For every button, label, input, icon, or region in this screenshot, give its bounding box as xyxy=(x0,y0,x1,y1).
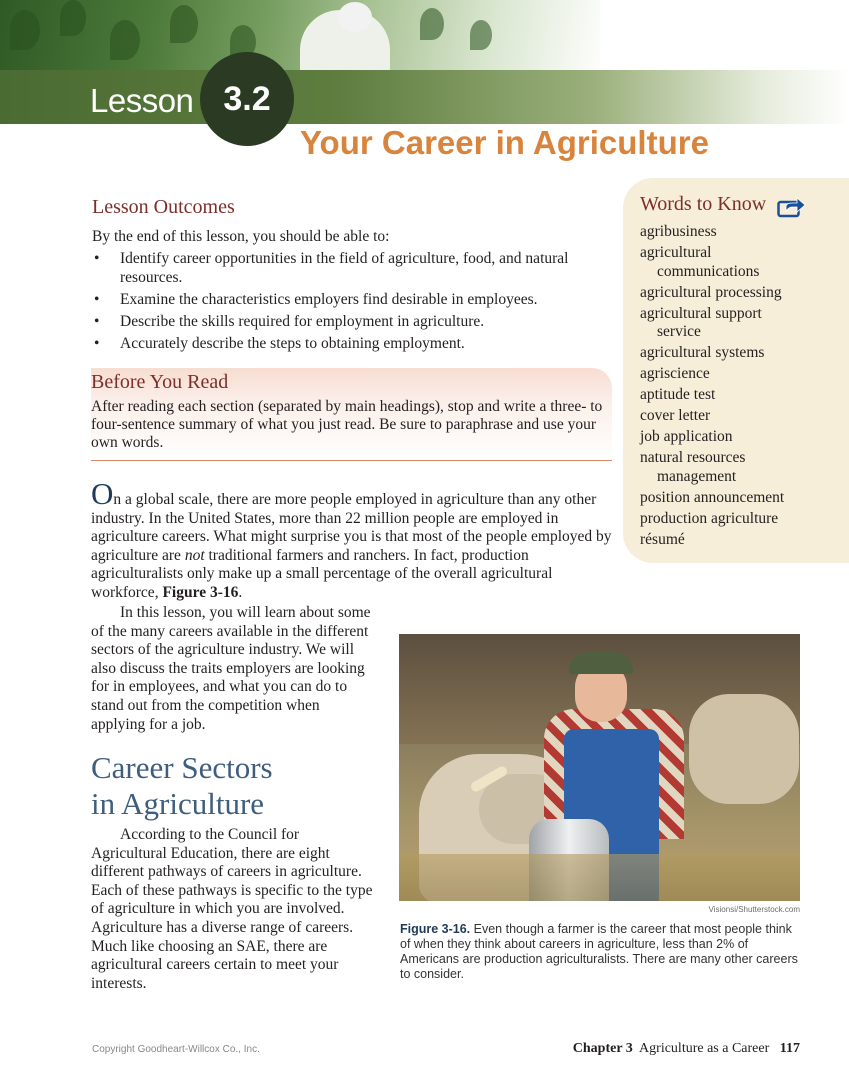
word-term[interactable]: agriscience xyxy=(640,365,710,382)
page-title: Your Career in Agriculture xyxy=(300,124,709,161)
word-term[interactable]: job application xyxy=(640,428,733,445)
word-term[interactable]: agricultural systems xyxy=(640,344,765,361)
word-term[interactable]: production agriculture xyxy=(640,509,779,527)
section-heading: Career Sectors in Agriculture xyxy=(91,750,273,821)
word-term[interactable]: agricultural communications xyxy=(640,244,760,280)
page-number: 117 xyxy=(779,1041,800,1056)
figure-photo-farmer xyxy=(399,634,800,901)
word-term[interactable]: cover letter xyxy=(640,407,711,424)
outcome-item: • Examine the characteristics employers find desirable in employees. xyxy=(120,290,622,309)
before-you-read-heading: Before You Read xyxy=(91,371,229,393)
before-you-read-box xyxy=(91,368,612,461)
word-term[interactable]: aptitude test xyxy=(640,386,716,403)
drop-cap: O xyxy=(91,476,114,511)
lesson-number-badge xyxy=(200,52,294,146)
word-term[interactable]: position announcement xyxy=(640,488,785,506)
photo-credit: Visionsi/Shutterstock.com xyxy=(708,905,800,914)
outcome-item: • Accurately describe the steps to obtaining employment. xyxy=(120,334,622,353)
before-you-read-text: After reading each section (separated by main headings), stop and write a three- to four-sentence summary of what you just read. Be sure to paraphrase and use your own words. xyxy=(91,398,603,451)
lesson-outcomes-intro: By the end of this lesson, you should be able to: xyxy=(92,228,390,245)
word-term[interactable]: agricultural processing xyxy=(640,283,782,301)
figure-label: Figure 3-16. xyxy=(400,922,471,936)
lesson-outcomes-list xyxy=(92,249,622,353)
share-arrow-icon[interactable] xyxy=(777,196,807,218)
words-to-know-heading: Words to Know xyxy=(640,193,767,215)
lesson-label: Lesson xyxy=(90,82,194,119)
lesson-number: 3.2 xyxy=(223,79,271,118)
figure-caption: Figure 3-16. Even though a farmer is the career that most people think of when they think about careers in agriculture, less than 2% of Americans are production agriculturalists. There are many other careers to consider. xyxy=(400,922,798,981)
lesson-outcomes-heading: Lesson Outcomes xyxy=(92,196,235,218)
lesson-outcomes xyxy=(92,196,622,356)
words-to-know-list xyxy=(640,223,840,552)
word-term[interactable]: agricultural support service xyxy=(640,304,762,340)
intro-paragraph: On a global scale, there are more people employed in agriculture than any other industry. In the United States, more than 22 million people are employed in agriculture careers. What might surprise you is that most of the people employed by agriculture are not traditional farmers and ranchers. In fact, production agriculturalists only make up a small percentage of the overall agricultural workforce, Figure 3-16. xyxy=(91,476,612,601)
outcome-item: • Describe the skills required for employment in agriculture. xyxy=(120,312,622,331)
outcome-item: • Identify career opportunities in the field of agriculture, food, and natural resources. xyxy=(120,249,622,287)
copyright-notice: Copyright Goodheart-Willcox Co., Inc. xyxy=(92,1044,260,1055)
figure-reference[interactable]: Figure 3-16 xyxy=(162,583,239,601)
career-sectors-paragraph: According to the Council for Agricultural Education, there are eight different pathways of careers in agriculture. Each of these pathways is specific to the type of agriculture in which you are involved. Agriculture has a diverse range of careers. Much like choosing an SAE, there are agricultural careers certain to meet your interests. xyxy=(91,826,373,992)
lesson-overview-paragraph: In this lesson, you will learn about some of the many careers available in the different sectors of the agriculture industry. We will also discuss the traits employers are looking for in employees, and what you can do to stand out from the competition when applying for a job. xyxy=(91,604,371,733)
word-term[interactable]: résumé xyxy=(640,530,685,548)
word-term[interactable]: natural resources management xyxy=(640,449,746,485)
word-term[interactable]: agribusiness xyxy=(640,223,717,240)
words-to-know-panel xyxy=(623,178,849,563)
chapter-footer: Chapter 3 Agriculture as a Career 117 xyxy=(572,1041,800,1056)
